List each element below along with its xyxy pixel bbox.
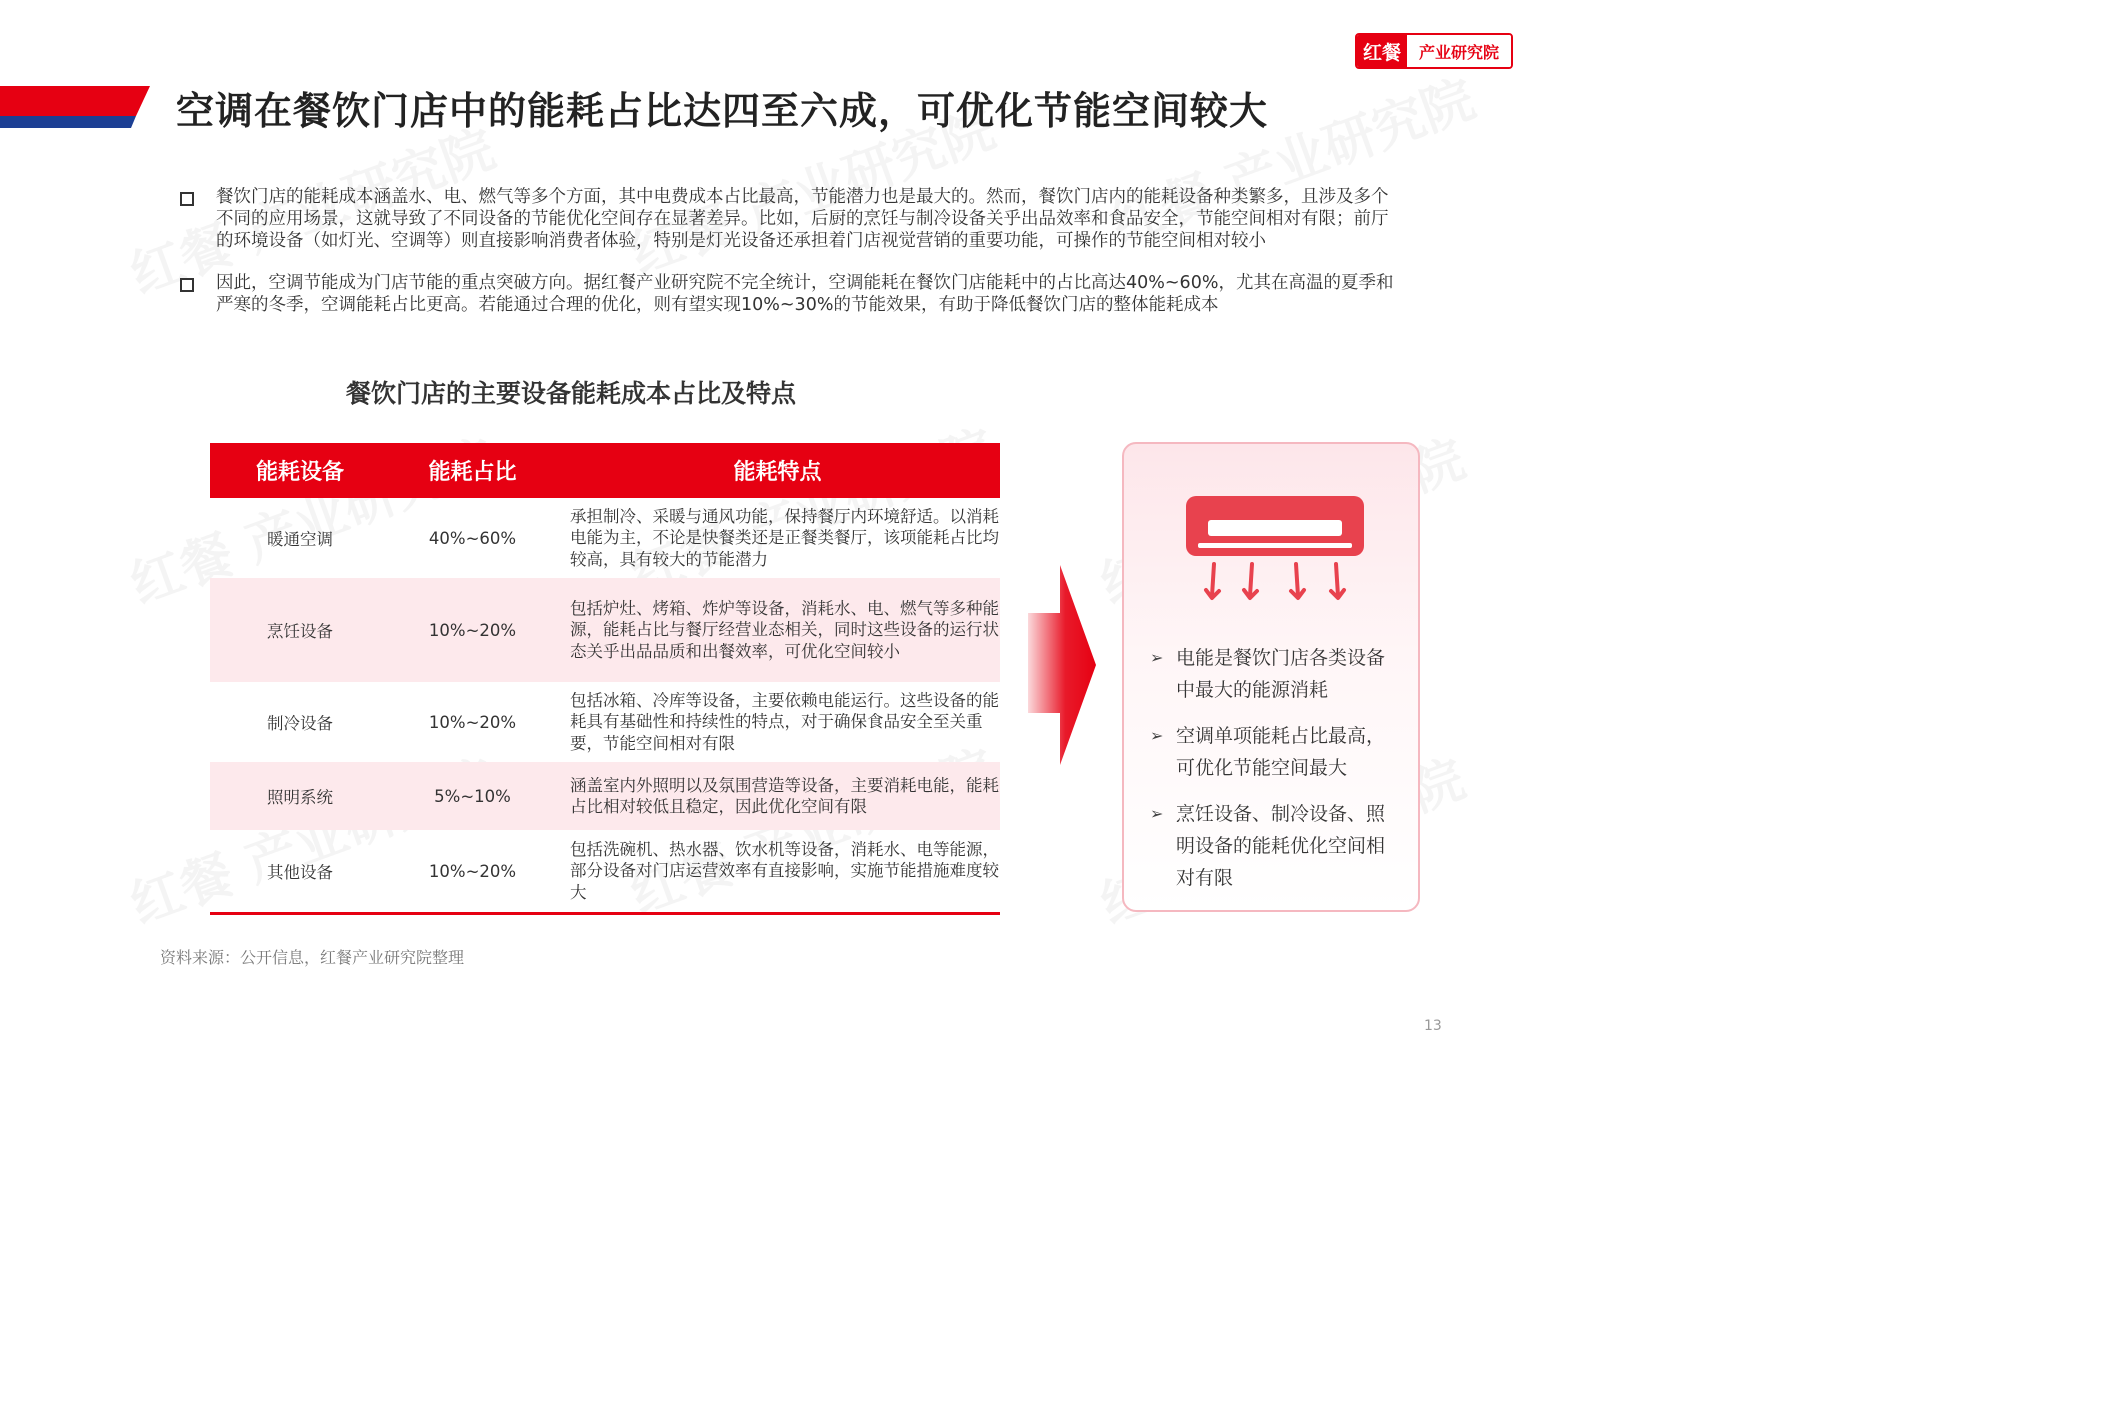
- summary-point: [1150, 720, 1400, 784]
- bullet-text: 餐饮门店的能耗成本涵盖水、电、燃气等多个方面，其中电费成本占比最高，节能潜力也是最大的。然而，餐饮门店内的能耗设备种类繁多，且涉及多个不同的应用场景，这就导致了不同设备的节能优化空间存在显著差异。比如，后厨的烹饪与制冷设备关乎出品效率和食品安全，节能空间相对有限；前厅的环境设备（如灯光、空调等）则直接影响消费者体验，特别是灯光设备还承担着门店视觉营销的重要功能，可操作的节能空间相对较小: [216, 187, 1389, 251]
- bullet-item: [176, 186, 1396, 252]
- summary-point-text: 空调单项能耗占比最高，可优化节能空间最大: [1176, 725, 1386, 779]
- summary-point-text: 烹饪设备、制冷设备、照明设备的能耗优化空间相对有限: [1176, 803, 1386, 889]
- logo-org-text: 产业研究院: [1407, 35, 1511, 67]
- brand-logo: [1355, 33, 1513, 69]
- page-number: 13: [1424, 1018, 1442, 1034]
- arrow-bullet-icon: ➢: [1150, 648, 1164, 667]
- right-arrow-icon: [1028, 565, 1096, 765]
- table-bottom-rule: [210, 912, 1000, 915]
- bullet-item: [176, 272, 1396, 316]
- cell-share: 10%~20%: [428, 861, 517, 881]
- arrow-bullet-icon: ➢: [1150, 804, 1164, 823]
- cell-device: 暖通空调: [267, 530, 333, 549]
- table-row: [210, 578, 1000, 682]
- table-row: [210, 762, 1000, 830]
- intro-bullets: [176, 186, 1396, 336]
- cell-feature: 涵盖室内外照明以及氛围营造等设备，主要消耗电能，能耗占比相对较低且稳定，因此优化空间有限: [570, 775, 999, 816]
- summary-point-text: 电能是餐饮门店各类设备中最大的能源消耗: [1176, 647, 1386, 701]
- table-row: [210, 682, 1000, 762]
- table-header: [210, 443, 1000, 498]
- square-bullet-icon: [180, 192, 194, 206]
- summary-point: [1150, 798, 1400, 894]
- header-device: 能耗设备: [255, 460, 344, 485]
- square-bullet-icon: [180, 278, 194, 292]
- table-row: [210, 830, 1000, 912]
- title-accent-bar: [0, 86, 160, 128]
- cell-share: 40%~60%: [428, 528, 517, 548]
- cell-feature: 承担制冷、采暖与通风功能，保持餐厅内环境舒适。以消耗电能为主，不论是快餐类还是正餐类餐厅，该项能耗占比均较高，具有较大的节能潜力: [570, 506, 999, 569]
- cell-feature: 包括冰箱、冷库等设备，主要依赖电能运行。这些设备的能耗具有基础性和持续性的特点，对于确保食品安全至关重要，节能空间相对有限: [570, 690, 999, 753]
- cell-device: 制冷设备: [267, 714, 333, 733]
- cell-device: 照明系统: [267, 788, 333, 807]
- source-note: 资料来源：公开信息，红餐产业研究院整理: [160, 948, 465, 967]
- bullet-text: 因此，空调节能成为门店节能的重点突破方向。据红餐产业研究院不完全统计，空调能耗在餐饮门店能耗中的占比高达40%~60%，尤其在高温的夏季和严寒的冬季，空调能耗占比更高。若能通过合理的优化，则有望实现10%~30%的节能效果，有助于降低餐饮门店的整体能耗成本: [216, 273, 1394, 315]
- cell-device: 其他设备: [267, 863, 333, 882]
- cell-feature: 包括炉灶、烤箱、炸炉等设备，消耗水、电、燃气等多种能源，能耗占比与餐厅经营业态相关，同时这些设备的运行状态关乎出品品质和出餐效率，可优化空间较小: [570, 598, 999, 661]
- header-feature: 能耗特点: [733, 460, 822, 485]
- arrow-bullet-icon: ➢: [1150, 726, 1164, 745]
- table-title: 餐饮门店的主要设备能耗成本占比及特点: [346, 379, 797, 408]
- page-title: 空调在餐饮门店中的能耗占比达四至六成，可优化节能空间较大: [176, 89, 1269, 133]
- energy-equipment-table: [210, 443, 1000, 915]
- cell-share: 5%~10%: [434, 786, 511, 806]
- table-row: [210, 498, 1000, 578]
- header-share: 能耗占比: [428, 460, 517, 485]
- cell-share: 10%~20%: [428, 712, 517, 732]
- air-conditioner-icon: [1186, 496, 1364, 608]
- cell-feature: 包括洗碗机、热水器、饮水机等设备，消耗水、电等能源，部分设备对门店运营效率有直接影响，实施节能措施难度较大: [570, 839, 999, 902]
- logo-brand-text: 红餐: [1357, 35, 1407, 67]
- summary-panel: [1122, 442, 1420, 912]
- cell-device: 烹饪设备: [267, 622, 333, 641]
- cell-share: 10%~20%: [428, 620, 517, 640]
- summary-point: [1150, 642, 1400, 706]
- summary-points: [1150, 642, 1400, 908]
